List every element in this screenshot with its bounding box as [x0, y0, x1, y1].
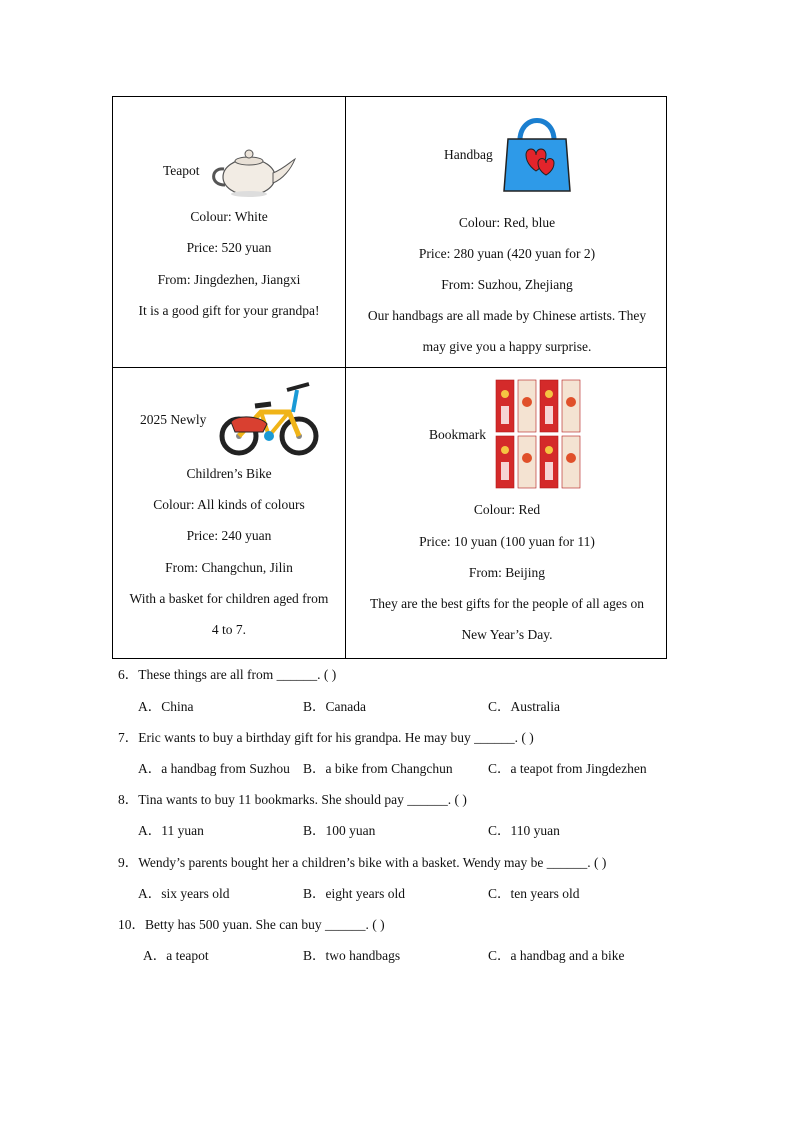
question-stem: 9．Wendy’s parents bought her a children’s bike with a basket. Wendy may be ______. ( ) — [118, 855, 607, 870]
handbag-card — [346, 97, 668, 367]
bookmark-label: Bookmark — [429, 427, 486, 442]
option-c[interactable]: C．110 yuan — [488, 823, 560, 838]
handbag-price: Price: 280 yuan (420 yuan for 2) — [418, 246, 596, 261]
teapot-colour: Colour: White — [190, 209, 268, 224]
bike-origin: From: Changchun, Jilin — [165, 560, 293, 575]
bike-name-line2: Children’s Bike — [186, 466, 272, 481]
bike-icon — [217, 378, 319, 458]
question-stem: 10．Betty has 500 yuan. She can buy ______. ( ) — [118, 917, 385, 932]
option-a[interactable]: A．six years old — [138, 886, 230, 901]
teapot-origin: From: Jingdezhen, Jiangxi — [157, 272, 301, 287]
option-b[interactable]: B．Canada — [303, 699, 366, 714]
bookmark-note-line2: New Year’s Day. — [461, 627, 553, 642]
bookmark-icon — [494, 378, 584, 490]
bike-label: 2025 Newly — [140, 412, 207, 427]
option-a[interactable]: A．China — [138, 699, 194, 714]
question-stem: 8．Tina wants to buy 11 bookmarks. She should pay ______. ( ) — [118, 792, 467, 807]
teapot-price: Price: 520 yuan — [186, 240, 272, 255]
option-b[interactable]: B．a bike from Changchun — [303, 761, 453, 776]
option-c[interactable]: C．ten years old — [488, 886, 580, 901]
teapot-card — [113, 97, 345, 367]
teapot-icon — [205, 139, 297, 199]
option-a[interactable]: A．11 yuan — [138, 823, 204, 838]
option-a[interactable]: A．a teapot — [143, 948, 209, 963]
bookmark-card — [346, 368, 668, 658]
bike-note-line2: 4 to 7. — [211, 622, 247, 637]
handbag-origin: From: Suzhou, Zhejiang — [441, 277, 573, 292]
question-stem: 7．Eric wants to buy a birthday gift for his grandpa. He may buy ______. ( ) — [118, 730, 534, 745]
option-c[interactable]: C．Australia — [488, 699, 560, 714]
handbag-note-line1: Our handbags are all made by Chinese artists. They — [367, 308, 647, 323]
option-b[interactable]: B．eight years old — [303, 886, 405, 901]
teapot-label: Teapot — [163, 163, 200, 178]
handbag-icon — [502, 109, 572, 195]
option-c[interactable]: C．a handbag and a bike — [488, 948, 625, 963]
bike-price: Price: 240 yuan — [186, 528, 272, 543]
handbag-colour: Colour: Red, blue — [458, 215, 556, 230]
bookmark-price: Price: 10 yuan (100 yuan for 11) — [419, 534, 595, 549]
option-b[interactable]: B．100 yuan — [303, 823, 376, 838]
bike-note-line1: With a basket for children aged from — [129, 591, 329, 606]
bookmark-colour: Colour: Red — [473, 502, 541, 517]
product-table — [112, 96, 667, 659]
bookmark-note-line1: They are the best gifts for the people of all ages on — [369, 596, 645, 611]
teapot-note: It is a good gift for your grandpa! — [138, 303, 320, 318]
bike-colour: Colour: All kinds of colours — [153, 497, 305, 512]
option-c[interactable]: C．a teapot from Jingdezhen — [488, 761, 647, 776]
option-a[interactable]: A．a handbag from Suzhou — [138, 761, 290, 776]
handbag-label: Handbag — [444, 147, 493, 162]
bookmark-origin: From: Beijing — [468, 565, 546, 580]
question-stem: 6．These things are all from ______. ( ) — [118, 667, 337, 682]
bike-card — [113, 368, 345, 658]
handbag-note-line2: may give you a happy surprise. — [422, 339, 592, 354]
option-b[interactable]: B．two handbags — [303, 948, 401, 963]
